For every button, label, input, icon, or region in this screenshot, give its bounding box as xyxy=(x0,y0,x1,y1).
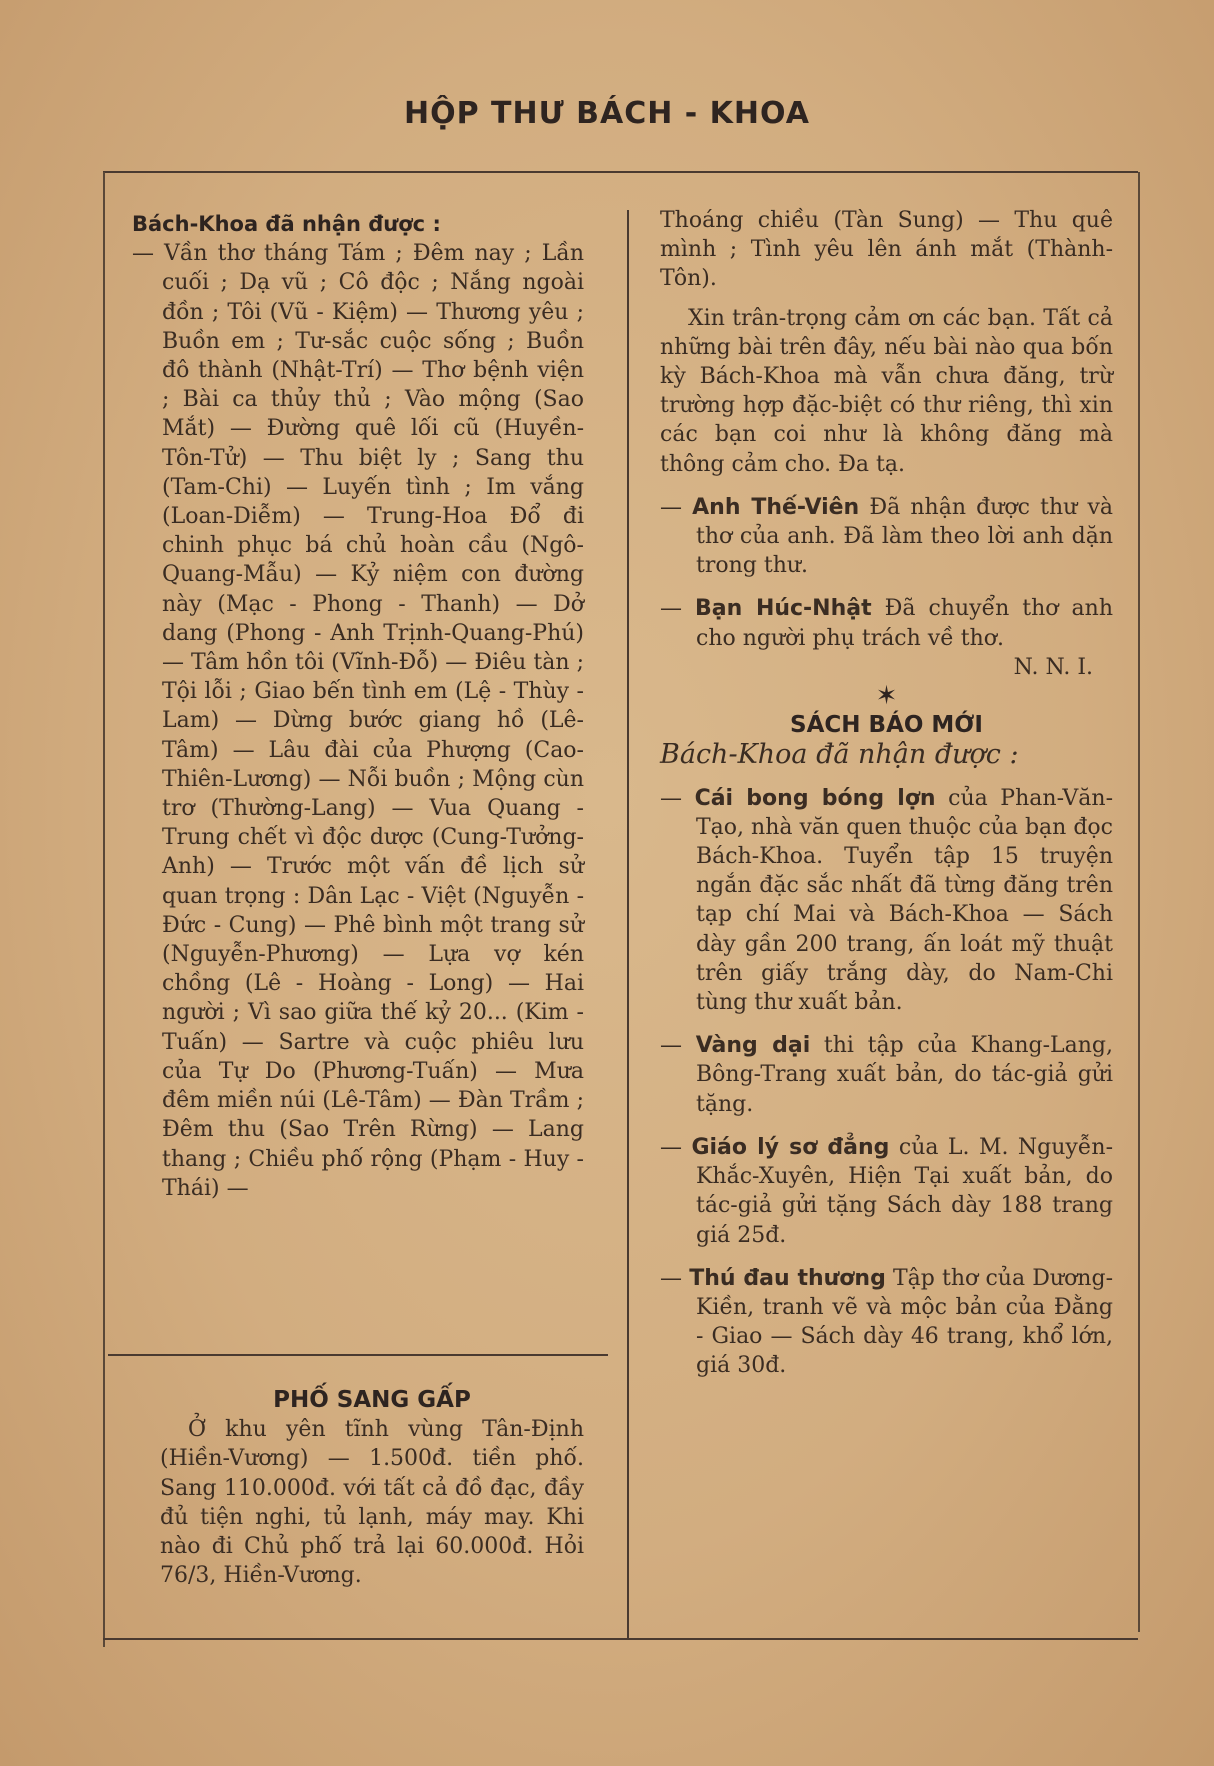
ad-block xyxy=(160,1386,584,1590)
star-ornament: ✶ xyxy=(875,681,898,712)
book-title: Vàng dại xyxy=(695,1033,811,1059)
note-item xyxy=(660,594,1113,652)
note-dash: — xyxy=(660,596,695,622)
thanks-note: Xin trân-trọng cảm ơn các bạn. Tất cả những bài trên đây, nếu bài nào qua bốn kỳ Bách-Khoa mà vẫn chưa đăng, trừ trường hợp đặc-biệt có thư riêng, thì xin các bạn coi như là không đăng mà thông cảm cho. Đa tạ. xyxy=(660,305,1113,477)
section-label: Bách-Khoa đã nhận được : xyxy=(660,739,1019,771)
continued-list: Thoáng chiều (Tàn Sung) — Thu quê mình ; Tình yêu lên ánh mắt (Thành-Tôn). xyxy=(660,208,1113,292)
book-title: Giáo lý sơ đẳng xyxy=(691,1134,890,1160)
book-dash: — xyxy=(660,1033,696,1059)
frame-top-rule xyxy=(103,171,1138,173)
signature: N. N. I. xyxy=(1013,654,1093,680)
frame-bottom-rule xyxy=(103,1638,1138,1640)
note-text: Đã nhận được thư và thơ của anh. Đã làm theo lời anh dặn trong thư. xyxy=(696,494,1113,579)
book-title: Thú đau thương xyxy=(689,1265,886,1291)
column-divider xyxy=(627,210,629,1640)
book-dash: — xyxy=(660,785,695,811)
note-name: Anh Thế-Viên xyxy=(692,494,860,520)
book-dash: — xyxy=(660,1134,692,1160)
book-text: của L. M. Nguyễn-Khắc-Xuyên, Hiện Tại xuất bản, do tác-giả gửi tặng Sách dày 188 trang giá 25đ. xyxy=(696,1134,1113,1248)
book-item xyxy=(660,1031,1113,1119)
right-column xyxy=(660,206,1113,1381)
frame-left-rule xyxy=(103,172,105,1647)
book-text: của Phan-Văn-Tạo, nhà văn quen thuộc của bạn đọc Bách-Khoa. Tuyển tập 15 truyện ngắn đặc sắc nhất đã từng đăng trên tạp chí Mai và Bách-Khoa — Sách dày gần 200 trang, ấn loát mỹ thuật trên giấy trắng dày, do Nam-Chi tùng thư xuất bản. xyxy=(696,785,1114,1016)
left-section-rule xyxy=(108,1354,608,1356)
note-name: Bạn Húc-Nhật xyxy=(695,596,872,622)
ad-text: Ở khu yên tĩnh vùng Tân-Định (Hiền-Vương) — 1.500đ. tiền phố. Sang 110.000đ. với tất cả đồ đạc, đầy đủ tiện nghi, tủ lạnh, máy may. Khi nào đi Chủ phố trả lại 60.000đ. Hỏi 76/3, Hiền-Vương. xyxy=(160,1417,584,1589)
frame-right-rule xyxy=(1138,172,1140,1632)
book-text: Tập thơ của Dương-Kiền, tranh vẽ và mộc bản của Đằng - Giao — Sách dày 46 trang, khổ lớn, giá 30đ. xyxy=(696,1265,1113,1379)
ad-title: PHỐ SANG GẤP xyxy=(273,1387,471,1413)
note-dash: — xyxy=(660,494,693,520)
left-column xyxy=(132,210,584,1203)
page-title: HỘP THƯ BÁCH - KHOA xyxy=(404,96,810,131)
book-item xyxy=(660,784,1113,1018)
book-dash: — xyxy=(660,1265,690,1291)
book-title: Cái bong bóng lợn xyxy=(694,785,936,811)
received-label: Bách-Khoa đã nhận được : xyxy=(132,212,441,236)
book-item xyxy=(660,1133,1113,1250)
book-item xyxy=(660,1264,1113,1381)
received-list: — Vần thơ tháng Tám ; Đêm nay ; Lần cuối ; Dạ vũ ; Cô độc ; Nắng ngoài đồn ; Tôi (Vũ - Kiệm) — Thương yêu ; Buồn em ; Tư-sắc cuộc sống ; Buồn đô thành (Nhật-Trí) — Thơ bệnh viện ; Bài ca thủy thủ ; Vào mộng (Sao Mắt) — Đường quê lối cũ (Huyền-Tôn-Tử) — Thu biệt ly ; Sang thu (Tam-Chi) — Luyến tình ; Im vắng (Loan-Diễm) — Trung-Hoa Đổ đi chinh phục bá chủ hoàn cầu (Ngô-Quang-Mẫu) — Kỷ niệm con đường này (Mạc - Phong - Thanh) — Dở dang (Phong - Anh Trịnh-Quang-Phú) — Tâm hồn tôi (Vĩnh-Đỗ) — Điêu tàn ; Tội lỗi ; Giao bến tình em (Lệ - Thùy - Lam) — Dừng bước giang hồ (Lê-Tâm) — Lâu đài của Phượng (Cao-Thiên-Lương) — Nỗi buồn ; Mộng cùn trơ (Thường-Lang) — Vua Quang - Trung chết vì độc dược (Cung-Tưởng-Anh) — Trước một vấn đề lịch sử quan trọng : Dân Lạc - Việt (Nguyễn - Đức - Cung) — Phê bình một trang sử (Nguyễn-Phương) — Lựa vợ kén chồng (Lê - Hoàng - Long) — Hai người ; Vì sao giữa thế kỷ 20... (Kim - Tuấn) — Sartre và cuộc phiêu lưu của Tự Do (Phương-Tuấn) — Mưa đêm miền núi (Lê-Tâm) — Đàn Trầm ; Đêm thu (Sao Trên Rừng) — Lang thang ; Chiều phố rộng (Phạm - Huy - Thái) — xyxy=(132,241,584,1201)
note-item xyxy=(660,493,1113,581)
book-text: thi tập của Khang-Lang, Bông-Trang xuất bản, do tác-giả gửi tặng. xyxy=(696,1033,1114,1117)
note-text: Đã chuyển thơ anh cho người phụ trách về thơ. xyxy=(696,596,1113,651)
section-title: SÁCH BÁO MỚI xyxy=(790,712,983,739)
